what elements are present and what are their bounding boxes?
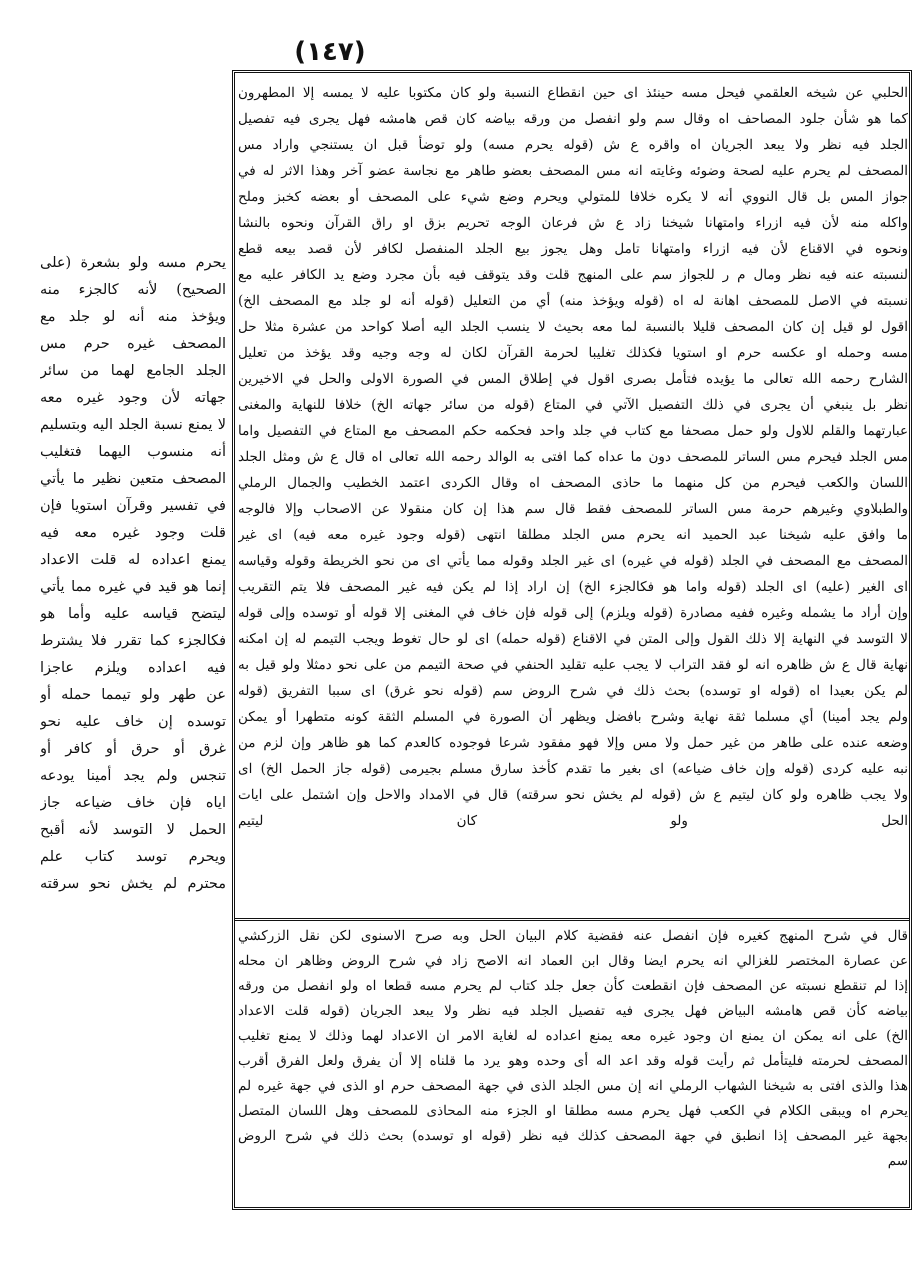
main-text-line: مس الجلد فيحرم مس الساتر للمصحف دون ما عداه كما افتى به الوالد رحمه الله تعالى اه قال ع ش ومثل الجلد [238,449,908,465]
main-text-line: لنسبته عنه فيه نظر ومال م ر للجواز سم على المنهج قلت وقد يتوقف فيه بأن مجرد وضع يد الكافر عليه مع [238,267,908,283]
main-text-line: ما وافق عليه شيخنا عبد الحميد انه يحرم مس الجلد مطلقا انتهى (قوله وجود غيره معه فيه) اى غير [238,527,908,543]
main-text-line: ولم يجد أمينا) أي مسلما ثقة نهاية وشرح بافضل ويظهر أن الصورة في المسلم الثقة كونه متطهرا أو يمكن [238,709,908,725]
margin-text-line: جهاته لأن وجود غيره معه [40,390,226,406]
main-text-line: اى الغير (عليه) اى الجلد (قوله واما هو فكالجزء الخ) إن اراد إذا لم يكن فيه غير المصحف فلا يتم التقريب [238,579,908,595]
main-text-line: والطبلاوي وغيرهم حرمة مس الساتر للمصحف فقط قال سم هذا إن كان منقولا عن الاصحاب وإلا فالوجه [238,501,908,517]
secondary-text-line: بجهة غير المصحف إذا انطبق في جهة المصحف كذلك فيه نظر (قوله او توسده) بحث ذلك في شرح الروض [238,1128,908,1144]
main-text-line: الحلبي عن شيخه العلقمي فيحل مسه حينئذ اى حين انقطاع النسبة ولو كان مكتوبا عليه لا يمسه إلا المطهرون [238,85,908,101]
main-text-line: ونحوه في الاقناع لأن فيه ازراء وامتهانا تامل وهل يجوز بيع الجلد المنفصل لكافر لأن قصد بيعه قطع [238,241,908,257]
secondary-text-line: بياضه كأن قص هامشه البياض فهل يجرى فيه تفصيل الجلد فيه نظر ولا يبعد الجريان (قوله قلت الاعداد [238,1003,908,1019]
margin-text-line: لا يمنع نسبة الجلد اليه وبتسليم [40,417,226,433]
main-text-line: كما هو شأن جلود المصاحف اه وقال سم ولو انفصل من ورقه بياضه كان قص هامشه فهل يجرى فيه تفصيل [238,111,908,127]
main-text-line: مسه وحمله او عكسه حرم او استويا فكذلك تغليبا لحرمة القرآن لكان له وجه وجيه وقد يؤخذ من تعليل [238,345,908,361]
margin-text-line: إنما هو قيد في غيره مما يأتي [40,579,226,595]
secondary-text-line: عن عصارة المختصر للغزالي انه يحرم ايضا وقال ابن العماد انه الاصح زاد في شرح الروض وظاهر ان محله [238,953,908,969]
margin-text-line: ويؤخذ منه أنه لو جلد مع [40,309,226,325]
margin-text-line: يحرم مسه ولو بشعرة (على [40,255,226,271]
margin-text-line: الصحيح) لأنه كالجزء منه [40,282,226,298]
margin-text-line: توسده إن خاف عليه نحو [40,714,226,730]
main-text-line: المصحف لم يحرم عليه لصحة وضوئه وغايته انه مس المصحف بعضو طاهر مع نجاسة عضو آخر وهذا الاثر له في [238,163,908,179]
margin-text-line: تنجس ولم يجد أمينا يودعه [40,768,226,784]
margin-text-line: عن طهر ولو تيمما حمله أو [40,687,226,703]
margin-text-line: ليتضح قياسه عليه وأما هو [40,606,226,622]
secondary-text-line: قال في شرح المنهج كغيره فإن انفصل عنه فقضية كلام البيان الحل وبه صرح الاسنوى لكن نقل الزركشي [238,928,908,944]
secondary-text-line: إذا لم تنقطع نسبته عن المصحف فإن انقطعت كأن جعل جلد كتاب لم يحرم مسه قطعا اه ولو انفصل من ورقه [238,978,908,994]
margin-text-line: يمنع اعداده له قلت الاعداد [40,552,226,568]
margin-text-line: فكالجزء كما تقرر فلا يشترط [40,633,226,649]
main-text-line: المصحف مع المصحف في الجلد (قوله في غيره) اى غير الجلد وقوله مما يأتي اى من نحو الخريطة وقوله وقياسه [238,553,908,569]
margin-text-line: الجلد الجامع لهما من سائر [40,363,226,379]
main-text-line: لم يكن بعيدا اه (قوله او توسده) بحث ذلك في شرح الروض سم (قوله نحو غرق) اى سببا التفريق (قوله [238,683,908,699]
secondary-text-line: الخ) على انه يمكن ان يمنع ان وجود غيره معه يمنع اعداده له لغاية الامر ان الاعداد لهما وذلك لا يمنع تغليب [238,1028,908,1044]
secondary-text-line: المصحف لحرمته فليتأمل ثم رأيت قوله وقد اعد اله أى وحده وهو يرد ما قلناه إلا أن يفرق ولعل الفرق أقرب [238,1053,908,1069]
margin-text-line: اياه فإن خاف ضياعه جاز [40,795,226,811]
margin-text-line: غرق أو حرق أو كافر أو [40,741,226,757]
main-text-line: الشارح رحمه الله تعالى ما يؤيده فتأمل بصرى اقول في إطلاق المس في الصورة الاولى والحل في الاخيرين [238,371,908,387]
main-text-line: واكله منه لأن فيه ازراء وامتهانا شيخنا زاد ع ش فرعان الوجه تحريم بزق او راق القرآن ونحوه بالنشا [238,215,908,231]
margin-text-line: في تفسير وقرآن استويا فإن [40,498,226,514]
margin-text-line: أنه منسوب اليهما فتغليب [40,444,226,460]
secondary-text-line: سم [887,1153,908,1169]
secondary-text-line: يحرم اه ويبقى الكلام في الكعب فهل يحرم مسه مطلقا او الجزء منه المحاذى للمصحف وهل اللسان المتصل [238,1103,908,1119]
margin-text-line: قلت وجود غيره معه فيه [40,525,226,541]
main-text-line: جواز المس بل قال النووي أنه لا يكره خلافا للمتولي ويحرم وضع شيء على المصحف أو بعضه كخبز وملح [238,189,908,205]
main-commentary-text [238,80,908,912]
margin-text-line: فيه اعداده ويلزم عاجزا [40,660,226,676]
secondary-text-line: هذا والذى افتى به شيخنا الشهاب الرملي انه إن مس الجلد الذى في جهة المصحف حرم او الذى في جهة غيره لم [238,1078,908,1094]
main-text-line: نبه عليه كردى (قوله وإن خاف ضياعه) اى بغير ما تقدم كأخذ سارق مسلم بجيرمى (قوله جاز الحمل الخ) اى [238,761,908,777]
page-number: (١٤٧) [294,37,366,67]
main-text-line: نهاية قال ع ش ظاهره انه لو فقد التراب لا يجب عليه تقليد الحنفي في صحة التيمم من على نحو دمثلا ولو قيل به [238,657,908,673]
main-text-line: ولا يجب ظاهره ولو كان ليتيم ع ش (قوله لم يخش نحو سرقته) قال في الامداد والاحل وإن اشتمل على ايات [238,787,908,803]
margin-text-line: المصحف غيره حرم مس [40,336,226,352]
main-text-line: نسبته في الاصل للمصحف اهانة له اه (قوله ويؤخذ منه) أي من التعليل (قوله أنه لو جلد مع المصحف الخ) [238,293,908,309]
margin-text-line: الحمل لا التوسد لأنه أقبح [40,822,226,838]
main-text-line: اللسان والكعب فيحرم من كل منهما ما حاذى المصحف اه وقال الكردى اعتمد الخطيب والجمال الرملي [238,475,908,491]
main-text-line: عبارتهما والقلم للاول ولو حمل مصحفا مع كتاب في جلد واحد فحكمه حكم المصحف مع المتاع في التفصيل واما [238,423,908,439]
section-divider [234,918,910,921]
secondary-commentary-text [238,924,908,1202]
main-text-line: الجلد فيه نظر ولا يبعد الجريان اه واقره ع ش (قوله يحرم مسه) ولو توضأ قبل ان يستنجي واراد مس [238,137,908,153]
margin-text-line: ويحرم توسد كتاب علم [40,849,226,865]
main-text-line: الحل ولو كان ليتيم [238,813,908,829]
main-text-line: وضعه عنده على طاهر من غير حمل ولا مس وإلا فهو مفقود شرعا فوجوده كالعدم كما هو ظاهر وإن لزم من [238,735,908,751]
main-text-line: لا التوسد في النهاية إلا ذلك القول وإلى المتن في الاقناع (قوله حمله) اى لو حال تغوط ويجب التيمم له إن امكنه [238,631,908,647]
margin-text-line: المصحف متعين نظير ما يأتي [40,471,226,487]
main-text-line: اقول لو قيل إن كان المصحف قليلا بالنسبة لما معه بحيث لا ينسب الجلد اليه أصلا كواحد من عشرة مثلا حل [238,319,908,335]
main-text-line: وإن أراد ما يشمله وغيره ففيه مصادرة (قوله ويلزم) إلى قوله فإن خاف في المغنى إلا قوله أو توسده وإلى قوله [238,605,908,621]
margin-matn-text [40,250,226,1010]
margin-text-line: محترم لم يخش نحو سرقته [40,876,226,892]
main-text-line: نظر بل ينبغي أن يجرى في ذلك التفصيل الآتي في المتاع (قوله من سائر جهاته الخ) خلافا للنهاية والمغنى [238,397,908,413]
